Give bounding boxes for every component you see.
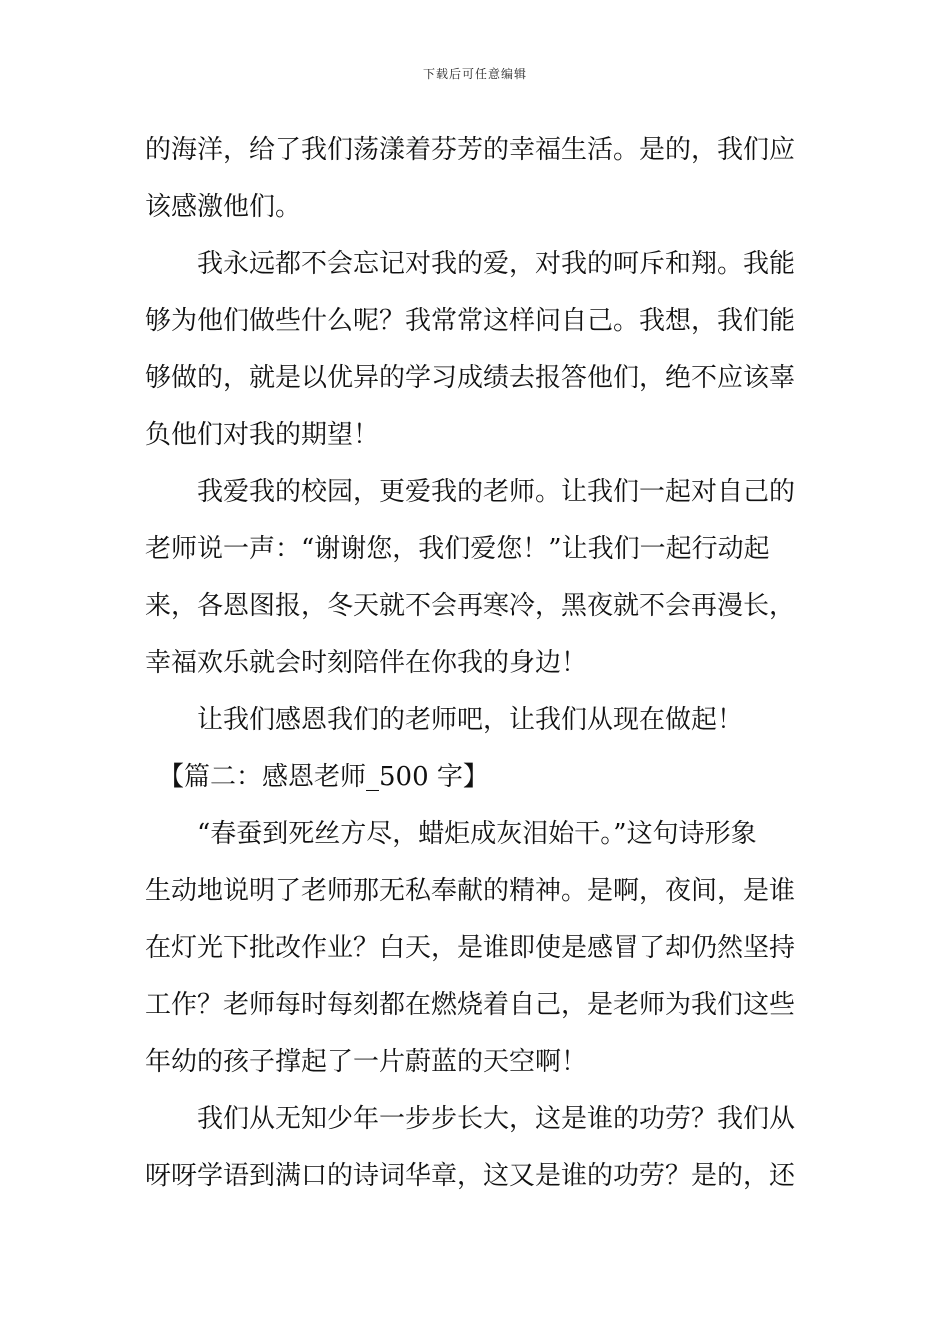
text-line: “春蚕到死丝方尽，蜡炬成灰泪始干。”这句诗形象 bbox=[145, 819, 757, 849]
text-line: 工作？老师每时每刻都在燃烧着自己，是老师为我们这些 bbox=[145, 990, 796, 1020]
page-header: 下载后可任意编辑 bbox=[422, 67, 527, 81]
section-heading: 【篇二：感恩老师_500 字】 bbox=[145, 762, 489, 792]
text-line: 生动地说明了老师那无私奉献的精神。是啊，夜间，是谁 bbox=[145, 876, 796, 906]
text-line: 呀呀学语到满口的诗词华章，这又是谁的功劳？是的，还 bbox=[145, 1161, 796, 1191]
text-line: 幸福欢乐就会时刻陪伴在你我的身边！ bbox=[145, 648, 588, 678]
text-line: 我永远都不会忘记对我的爱，对我的呵斥和翔。我能 bbox=[145, 249, 796, 279]
text-line: 我们从无知少年一步步长大，这是谁的功劳？我们从 bbox=[145, 1104, 796, 1134]
text-line: 该感激他们。 bbox=[145, 192, 302, 222]
text-line: 够做的，就是以优异的学习成绩去报答他们，绝不应该辜 bbox=[145, 363, 796, 393]
text-line: 让我们感恩我们的老师吧，让我们从现在做起！ bbox=[145, 705, 744, 735]
text-line: 够为他们做些什么呢？我常常这样问自己。我想，我们能 bbox=[145, 306, 796, 336]
text-line: 老师说一声：“谢谢您，我们爱您！”让我们一起行动起 bbox=[145, 534, 770, 564]
text-line: 年幼的孩子撑起了一片蔚蓝的天空啊！ bbox=[145, 1047, 588, 1077]
text-line: 负他们对我的期望！ bbox=[145, 420, 380, 450]
text-line: 在灯光下批改作业？白天，是谁即使是感冒了却仍然坚持 bbox=[145, 933, 796, 963]
text-line: 的海洋，给了我们荡漾着芬芳的幸福生活。是的，我们应 bbox=[145, 135, 796, 165]
document-body bbox=[145, 122, 807, 1205]
text-line: 来，各恩图报，冬天就不会再寒冷，黑夜就不会再漫长， bbox=[145, 591, 796, 621]
text-line: 我爱我的校园，更爱我的老师。让我们一起对自己的 bbox=[145, 477, 796, 507]
